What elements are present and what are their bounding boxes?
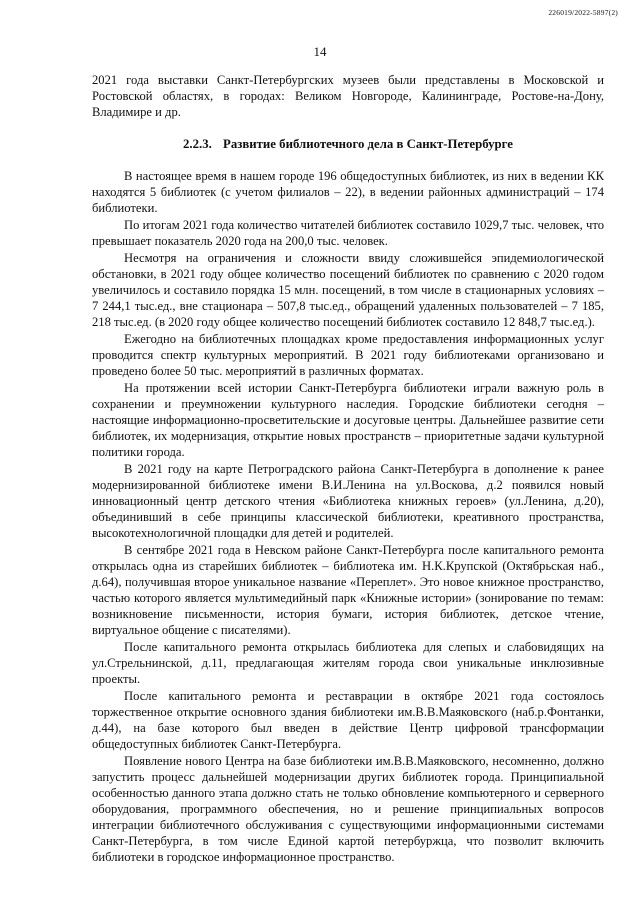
paragraph: В сентябре 2021 года в Невском районе Санкт-Петербурга после капитального ремонта открылась одна из старейших библиотек – библиотека им. Н.К.Крупской (Октябрьская наб., д.64), получившая второе уникальное название «Переплет». Это новое книжное пространство, частью которого является мультимедийный парк «Книжные истории» (зонирование по темам: возникновение письменности, история бумаги, история библиотек, детское чтение, виртуальное общение с писателями). (92, 543, 604, 637)
paragraph: Появление нового Центра на базе библиотеки им.В.В.Маяковского, несомненно, должно запустить процесс дальнейшей модернизации других библиотек города. Принципиальной особенностью данного этапа должно стать не только обновление компьютерного и серверного оборудования, программного обеспечения, но и решение принципиальных вопросов интеграции библиотечного обслуживания с существующими информационными системами Санкт-Петербурга, в том числе Единой картой петербуржца, что позволит включить библиотеки в городское информационное пространство. (92, 754, 604, 864)
paragraph: После капитального ремонта и реставрации в октябре 2021 года состоялось торжественное открытие основного здания библиотеки им.В.В.Маяковского (наб.р.Фонтанки, д.44), на базе которого был введен в действие Центр цифровой трансформации общедоступных библиотек Санкт-Петербурга. (92, 689, 604, 751)
document-number: 226019/2022-5897(2) (548, 8, 618, 17)
paragraph: В настоящее время в нашем городе 196 общедоступных библиотек, из них в ведении КК находятся 5 библиотек (с учетом филиалов – 22), в ведении районных администраций – 174 библиотеки. (92, 169, 604, 215)
section-number: 2.2.3. (183, 137, 212, 151)
paragraph: Ежегодно на библиотечных площадках кроме предоставления информационных услуг проводится спектр культурных мероприятий. В 2021 году библиотеками организовано и проведено более 50 тыс. мероприятий в различных форматах. (92, 332, 604, 378)
section-heading (92, 136, 604, 152)
paragraph: Несмотря на ограничения и сложности ввиду сложившейся эпидемиологической обстановки, в 2021 году общее количество посещений библиотек по сравнению с 2020 годом увеличилось и составило порядка 15 млн. посещений, в том числе в стационарных условиях – 7 244,1 тыс.ед., вне стационара – 507,8 тыс.ед., обращений удаленных пользователей – 7 185, 218 тыс.ед. (в 2020 году общее количество посещений библиотек составило 12 848,7 тыс.ед.). (92, 251, 604, 329)
paragraph: После капитального ремонта открылась библиотека для слепых и слабовидящих на ул.Стрельнинской, д.11, предлагающая жителям города свои уникальные инклюзивные проекты. (92, 640, 604, 686)
paragraph-intro: 2021 года выставки Санкт-Петербургских музеев были представлены в Московской и Ростовской областях, в городах: Великом Новгороде, Калининграде, Ростове-на-Дону, Владимире и др. (92, 73, 604, 119)
page-body (92, 72, 604, 866)
section-title: Развитие библиотечного дела в Санкт-Петербурге (223, 137, 513, 151)
paragraph: На протяжении всей истории Санкт-Петербурга библиотеки играли важную роль в сохранении и преумножении культурного наследия. Городские библиотеки сегодня – настоящие информационно-просветительские и досуговые центры. Дальнейшее развитие сети библиотек, их модернизация, открытие новых пространств – приоритетные задачи культурной политики города. (92, 381, 604, 459)
paragraph: В 2021 году на карте Петроградского района Санкт-Петербурга в дополнение к ранее модернизированной библиотеке имени В.И.Ленина на ул.Воскова, д.2 появился новый инновационный центр детского чтения «Библиотека книжных героев» (ул.Ленина, д.20), объединивший в себе принципы классической библиотеки, креативного пространства, высокотехнологичной площадки для детей и родителей. (92, 462, 604, 540)
paragraph: По итогам 2021 года количество читателей библиотек составило 1029,7 тыс. человек, что превышает показатель 2020 года на 200,0 тыс. человек. (92, 218, 604, 248)
page-number: 14 (313, 44, 327, 59)
